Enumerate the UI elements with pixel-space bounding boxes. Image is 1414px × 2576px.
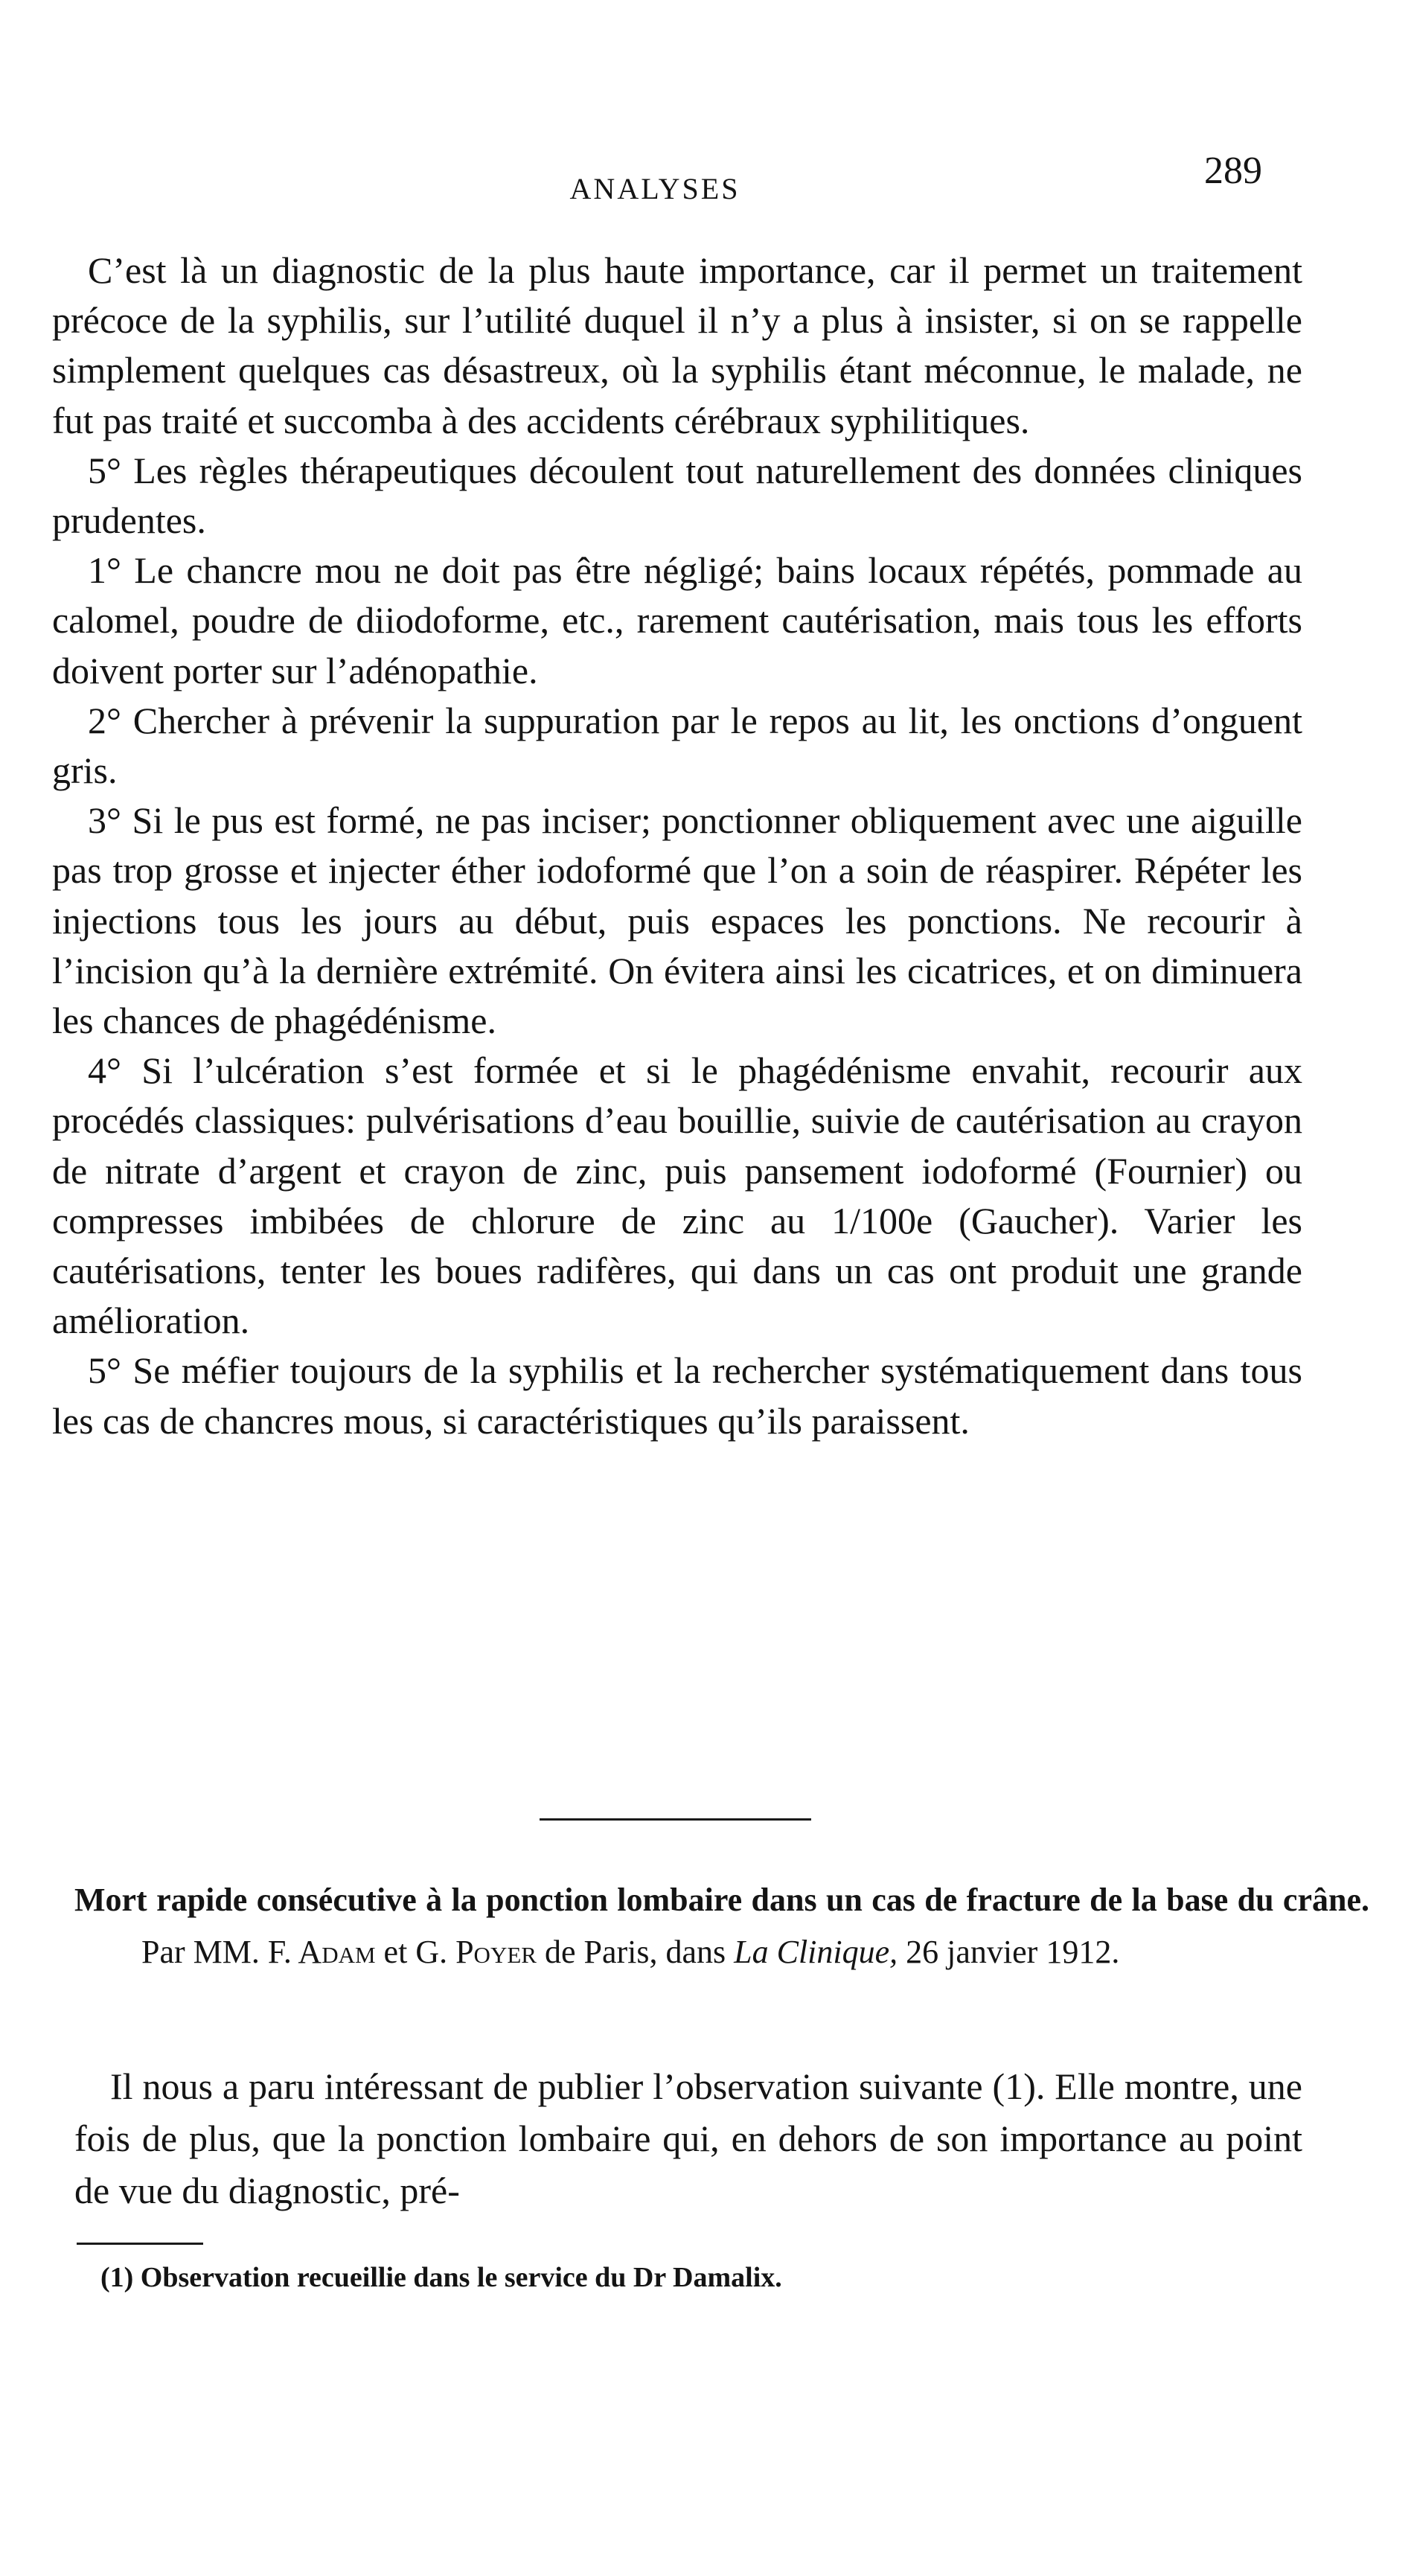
section-divider [540, 1818, 811, 1821]
article-heading [74, 1874, 1369, 1978]
page-number: 289 [1204, 150, 1262, 192]
paragraph-point-5-rules: 5° Les règles thérapeutiques découlent tout naturellement des données cliniques prudentes. [52, 449, 1302, 542]
byline-and: et [383, 1934, 408, 1970]
article-place: de Paris, dans [544, 1934, 726, 1970]
paragraph-point-2-suppuration: 2° Chercher à prévenir la suppuration par le repos au lit, les onctions d’onguent gris. [52, 699, 1302, 792]
footnote-rule [77, 2243, 203, 2245]
paragraph-point-1-chancre: 1° Le chancre mou ne doit pas être négligé; bains locaux répétés, pommade au calomel, poudre de diiodoforme, etc., rarement cautérisation, mais tous les efforts doivent porter sur l’adénopathie. [52, 549, 1302, 691]
article-body [74, 2060, 1302, 2217]
running-title: ANALYSES [569, 172, 740, 205]
main-text-block [52, 246, 1302, 1446]
article-paragraph: Il nous a paru intéressant de publier l’observation suivante (1). Elle montre, une fois de plus, que la ponction lombaire qui, en dehors de son importance au point de vue du diagnostic, pré- [74, 2065, 1302, 2211]
journal-name: La Clinique, [734, 1934, 898, 1970]
paragraph-diagnostic: C’est là un diagnostic de la plus haute importance, car il permet un traitement précoce de la syphilis, sur l’utilité duquel il n’y a plus à insister, si on se rappelle simplement quelques cas désastreux, où la syphilis étant méconnue, le malade, ne fut pas traité et succomba à des accidents cérébraux syphilitiques. [52, 249, 1302, 441]
article-title: Mort rapide consécutive à la ponction lombaire dans un cas de fracture de la base du crâne. [74, 1882, 1369, 1918]
author-adam: F. Adam [267, 1934, 376, 1970]
publication-date: 26 janvier 1912. [906, 1934, 1120, 1970]
paragraph-point-3-pus: 3° Si le pus est formé, ne pas inciser; ponctionner obliquement avec une aiguille pas trop grosse et injecter éther iodoformé que l’on a soin de réaspirer. Répéter les injections tous les jours au début, puis espaces les ponctions. Ne recourir à l’incision qu’à la dernière extrémité. On évitera ainsi les cicatrices, et on diminuera les chances de phagédénisme. [52, 799, 1302, 1042]
footnote: (1) Observation recueillie dans le service du Dr Damalix. [100, 2262, 782, 2293]
byline-prefix: Par MM. [141, 1934, 260, 1970]
author-poyer: G. Poyer [415, 1934, 537, 1970]
paragraph-point-5-syphilis: 5° Se méfier toujours de la syphilis et la rechercher systématiquement dans tous les cas de chancres mous, si caractéristiques qu’ils paraissent. [52, 1349, 1302, 1442]
paragraph-point-4-ulceration: 4° Si l’ulcération s’est formée et si le phagédénisme envahit, recourir aux procédés classiques: pulvérisations d’eau bouillie, suivie de cautérisation au crayon de nitrate d’argent et crayon de zinc, puis pansement iodoformé (Fournier) ou compresses imbibées de chlorure de zinc au 1/100e (Gaucher). Varier les cautérisations, tenter les boues radifères, qui dans un cas ont produit une grande amélioration. [52, 1049, 1302, 1342]
